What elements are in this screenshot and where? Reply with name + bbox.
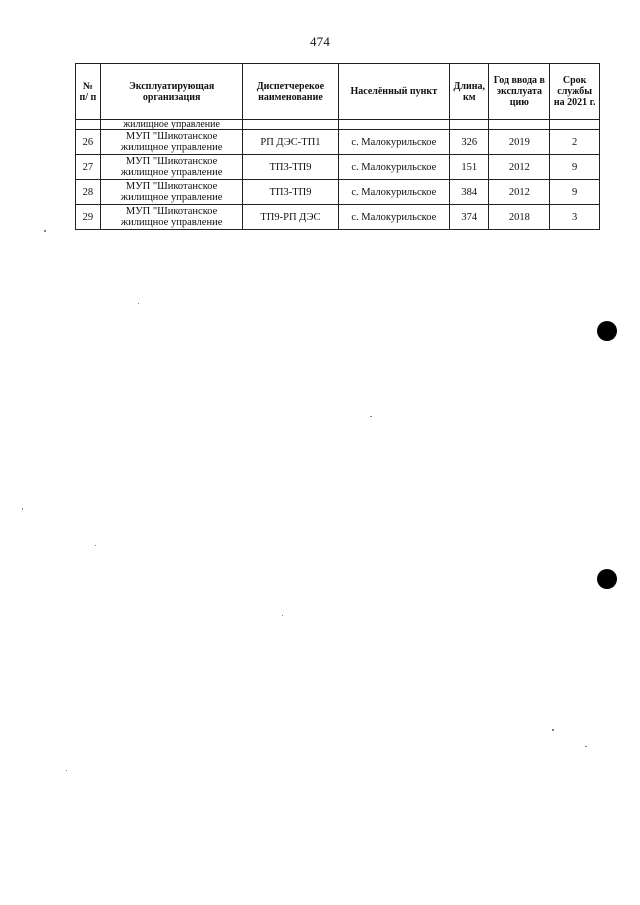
row-commission-year: 2012 <box>489 180 550 205</box>
row-dispatch-name: ТП9-РП ДЭС <box>243 205 338 230</box>
org-line-1: МУП "Шикотанское <box>125 131 218 142</box>
row-settlement: с. Малокурильское <box>338 205 450 230</box>
row-settlement: с. Малокурильское <box>338 180 450 205</box>
org-line-2: жилищное управление <box>120 142 223 153</box>
row-service-life: 2 <box>550 130 600 155</box>
header-length: Длина, км <box>450 64 489 120</box>
row-length: 384 <box>450 180 489 205</box>
header-number: № п/ п <box>76 64 101 120</box>
org-line-1: МУП "Шикотанское <box>125 206 218 217</box>
table-row <box>76 205 600 230</box>
punch-hole-upper <box>597 321 617 341</box>
header-dispatch-name: Диспетчерекое наименование <box>243 64 338 120</box>
table-header-row <box>76 64 600 120</box>
table-row <box>76 130 600 155</box>
row-number: 28 <box>76 180 101 205</box>
scan-speck <box>138 303 139 304</box>
row-service-life: 9 <box>550 180 600 205</box>
row-length: 374 <box>450 205 489 230</box>
scan-speck <box>95 545 96 546</box>
scan-speck <box>370 416 372 417</box>
scan-speck <box>552 729 554 731</box>
org-line-2: жилищное управление <box>120 217 223 228</box>
scan-speck <box>585 746 587 747</box>
row-commission-year: 2018 <box>489 205 550 230</box>
row-dispatch-name: ТП3-ТП9 <box>243 155 338 180</box>
punch-hole-lower <box>597 569 617 589</box>
page-number: 474 <box>309 34 331 49</box>
row-commission-year: 2012 <box>489 155 550 180</box>
row-service-life: 3 <box>550 205 600 230</box>
row-settlement: с. Малокурильское <box>338 130 450 155</box>
header-commission-year: Год ввода в эксплуата цию <box>489 64 550 120</box>
scan-speck <box>44 230 46 232</box>
row-organization <box>100 155 243 180</box>
scan-speck <box>282 615 283 616</box>
scan-speck <box>66 770 67 771</box>
row-length: 151 <box>450 155 489 180</box>
row-organization <box>100 180 243 205</box>
table-row <box>76 180 600 205</box>
continuation-org-text: жилищное управление <box>100 120 243 130</box>
row-service-life: 9 <box>550 155 600 180</box>
row-dispatch-name: РП ДЭС-ТП1 <box>243 130 338 155</box>
power-line-table <box>75 63 600 230</box>
row-length: 326 <box>450 130 489 155</box>
row-organization <box>100 130 243 155</box>
header-settlement: Населённый пункт <box>338 64 450 120</box>
scan-speck <box>22 508 23 510</box>
org-line-2: жилищное управление <box>120 192 223 203</box>
table-row-continuation <box>76 120 600 130</box>
row-settlement: с. Малокурильское <box>338 155 450 180</box>
header-organization: Эксплуатирующая организация <box>100 64 243 120</box>
row-number: 29 <box>76 205 101 230</box>
row-number: 26 <box>76 130 101 155</box>
org-line-2: жилищное управление <box>120 167 223 178</box>
row-dispatch-name: ТП3-ТП9 <box>243 180 338 205</box>
row-commission-year: 2019 <box>489 130 550 155</box>
header-service-life: Срок службы на 2021 г. <box>550 64 600 120</box>
org-line-1: МУП "Шикотанское <box>125 156 218 167</box>
org-line-1: МУП "Шикотанское <box>125 181 218 192</box>
table-row <box>76 155 600 180</box>
row-number: 27 <box>76 155 101 180</box>
row-organization <box>100 205 243 230</box>
